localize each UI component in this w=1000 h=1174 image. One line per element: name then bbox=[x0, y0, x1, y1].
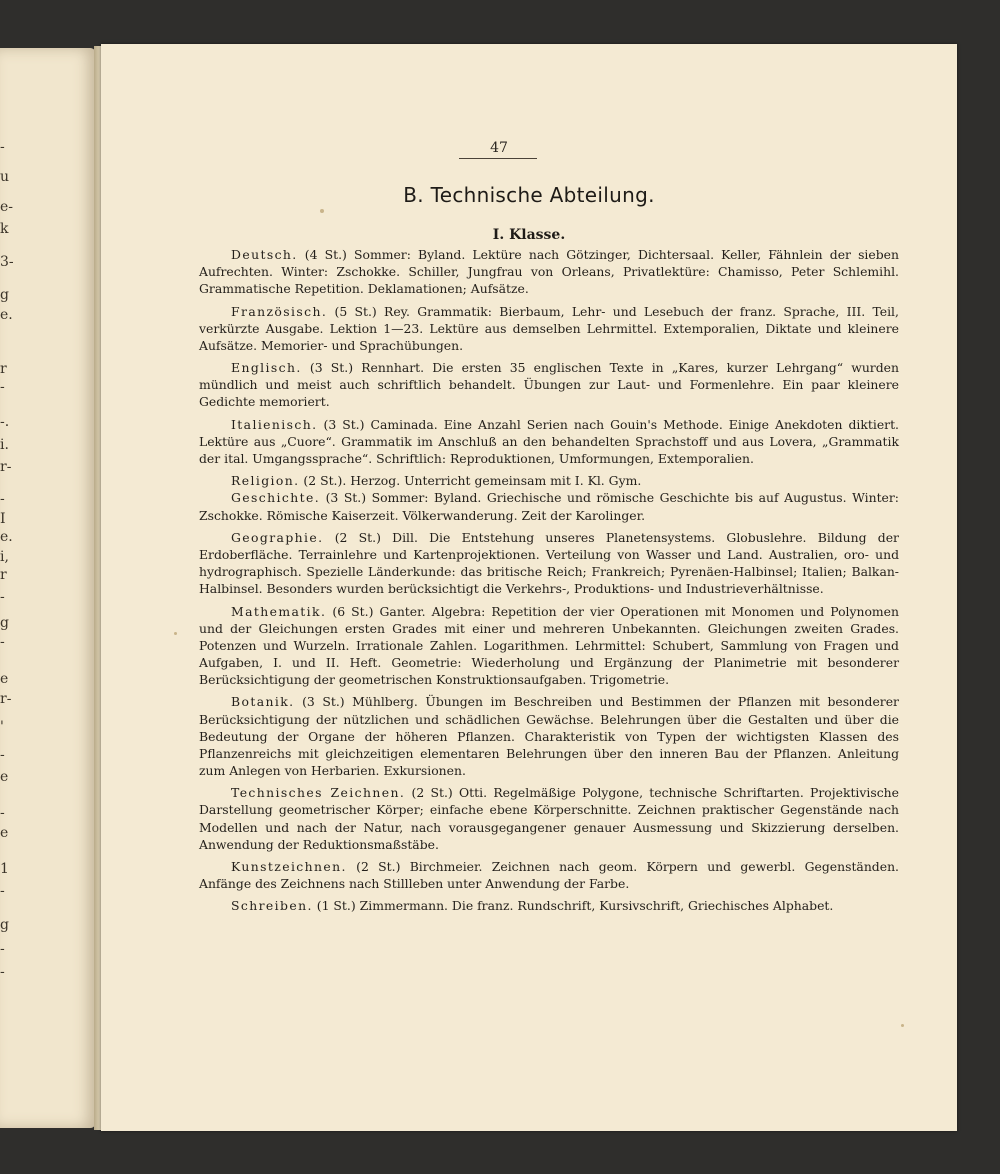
left-page-edge-fragment: - bbox=[0, 589, 5, 605]
subject-description: Dill. Die Entstehung unseres Planetensystems. Globuslehre. Bildung der Erdoberfläche. Terrainlehre und Kartenprojektionen. Verteilung von Wasser und Land. Australien, oro- und hydrographisch. Spezielle Länderkunde: das britische Reich; Frankreich; Pyrenäen-Halbinsel; Italien; Balkan-Halbinsel. Besonders wurden berücksichtigt die Verkehrs-, Produktions- und Industrieverhältnisse. bbox=[199, 529, 899, 597]
subject-paragraph bbox=[199, 359, 899, 410]
page-number-rule bbox=[459, 158, 537, 159]
left-page-edge-fragment: k bbox=[0, 221, 9, 237]
left-page-edge-fragment: r bbox=[0, 567, 7, 583]
subject-description: Zimmermann. Die franz. Rundschrift, Kursivschrift, Griechisches Alphabet. bbox=[359, 898, 834, 914]
subject-paragraph bbox=[199, 489, 899, 523]
subject-name: Französisch. bbox=[231, 303, 328, 319]
subject-description: Ganter. Algebra: Repetition der vier Operationen mit Monomen und Polynomen und der Gleichungen ersten Grades mit einer und mehreren Unbekannten. Gleichungen zweiten Grades. Potenzen und Wurzeln. Irrationale Zahlen. Logarithmen. Lehrmittel: Schubert, Sammlung von Fragen und Aufgaben, I. und II. Heft. Geometrie: Wiederholung und Ergänzung der Planimetrie mit besonderer Berücksichtigung der geometrischen Konstruktionsaufgaben. Trigometrie. bbox=[199, 603, 899, 688]
subject-hours: (5 St.) bbox=[334, 303, 377, 319]
subject-description: Otti. Regelmäßige Polygone, technische Schriftarten. Projektivische Darstellung geometrischer Körper; einfache ebene Körperschnitte. Zeichnen praktischer Gegenstände nach Modellen und nach der Natur, nach vorausgegangener genauer Ausmessung und Skizzierung derselben. Anwendung der Reduktionsmaßstäbe. bbox=[199, 785, 899, 852]
subject-paragraph bbox=[199, 303, 899, 354]
left-page-edge-fragment: r- bbox=[0, 691, 12, 707]
left-page-edge-fragment: e bbox=[0, 769, 9, 785]
left-page-edge-fragment: e- bbox=[0, 199, 14, 215]
subject-paragraph bbox=[199, 784, 899, 853]
left-page-edge-fragment: r- bbox=[0, 459, 12, 475]
subject-name: Technisches Zeichnen. bbox=[231, 785, 406, 801]
subject-hours: (2 St.) bbox=[356, 859, 401, 874]
section-title: B. Technische Abteilung. bbox=[403, 183, 655, 207]
left-page-edge-fragment: 3- bbox=[0, 254, 14, 270]
curriculum-body bbox=[199, 246, 899, 920]
subject-name: Italienisch. bbox=[231, 416, 318, 432]
left-page-edge-fragment: i, bbox=[0, 549, 9, 565]
left-page-fragment bbox=[0, 48, 96, 1128]
left-page-edge-fragment: g bbox=[0, 615, 9, 631]
subject-name: Botanik. bbox=[231, 694, 295, 710]
left-page-edge-fragment: ' bbox=[0, 719, 4, 735]
left-page-edge-fragment: - bbox=[0, 747, 5, 763]
subject-description: Mühlberg. Übungen im Beschreiben und Bestimmen der Pflanzen mit besonderer Berücksichtigung der nützlichen und schädlichen Gewächse. Belehrungen über die Gestalten und über die Bedeutung der Organe der höheren Pflanzen. Charakteristik von Typen der wichtigsten Klassen des Pflanzenreichs mit gleichzeitigen elementaren Belehrungen über den inneren Bau der Pflanzen. Anleitung zum Anlegen von Herbarien. Exkursionen. bbox=[199, 694, 899, 779]
left-page-edge-fragment: - bbox=[0, 491, 5, 507]
subject-paragraph bbox=[199, 416, 899, 467]
subject-hours: (3 St.) bbox=[323, 416, 365, 432]
paper-spot bbox=[320, 209, 324, 213]
subject-name: Geographie. bbox=[231, 529, 324, 545]
subject-hours: (4 St.) bbox=[304, 247, 347, 262]
subject-hours: (3 St.) bbox=[325, 490, 367, 506]
left-page-edge-fragment: r bbox=[0, 361, 7, 377]
subject-description: Rey. Grammatik: Bierbaum, Lehr- und Lesebuch der franz. Sprache, III. Teil, verkürzte Ausgabe. Lektion 1—23. Lektüre aus demselben Lehrmittel. Extemporalien, Diktate und kleinere Aufsätze. Memorier- und Sprachübungen. bbox=[199, 303, 899, 353]
left-page-edge-fragment: g bbox=[0, 287, 9, 303]
subject-hours: (2 St.). bbox=[303, 473, 347, 489]
subject-paragraph bbox=[199, 858, 899, 892]
page-number: 47 bbox=[490, 140, 508, 156]
subject-paragraph bbox=[199, 693, 899, 779]
subject-hours: (2 St.) bbox=[411, 785, 453, 801]
left-page-edge-fragment: -. bbox=[0, 414, 10, 430]
subject-paragraph bbox=[199, 529, 899, 598]
subject-description: Caminada. Eine Anzahl Serien nach Gouin's Methode. Einige Anekdoten diktiert. Lektüre aus „Cuore“. Grammatik im Anschluß an den behandelten Sprachstoff und aus Lovera, „Grammatik der ital. Umgangssprache“. Schriftlich: Reproduktionen, Umformungen, Extemporalien. bbox=[199, 416, 899, 466]
subject-name: Englisch. bbox=[231, 360, 302, 376]
subject-description: Birchmeier. Zeichnen nach geom. Körpern und gewerbl. Gegenständen. Anfänge des Zeichnens nach Stillleben unter Anwendung der Farbe. bbox=[199, 859, 899, 892]
subject-hours: (1 St.) bbox=[316, 898, 356, 914]
subject-description: Herzog. Unterricht gemeinsam mit I. Kl. Gym. bbox=[350, 473, 642, 489]
subject-paragraph bbox=[199, 472, 899, 489]
class-title: I. Klasse. bbox=[492, 227, 566, 243]
left-page-edge-fragment: e. bbox=[0, 529, 13, 545]
left-page-edge-fragment: - bbox=[0, 964, 5, 980]
subject-name: Mathematik. bbox=[231, 603, 327, 619]
subject-name: Geschichte. bbox=[231, 490, 321, 506]
left-page-edge-fragment: e. bbox=[0, 307, 13, 323]
subject-name: Schreiben. bbox=[231, 898, 313, 914]
paper-spot bbox=[901, 1024, 904, 1027]
left-page-edge-fragment: g bbox=[0, 917, 9, 933]
left-page-edge-fragment: e bbox=[0, 825, 9, 841]
subject-name: Kunstzeichnen. bbox=[231, 859, 347, 874]
left-page-edge-fragment: - bbox=[0, 941, 5, 957]
left-page-edge-fragment: i. bbox=[0, 437, 9, 453]
left-page-edge-fragment: - bbox=[0, 883, 5, 899]
subject-paragraph bbox=[199, 246, 899, 297]
left-page-edge-fragment: - bbox=[0, 634, 5, 650]
subject-name: Deutsch. bbox=[231, 247, 298, 262]
left-page-edge-fragment: - bbox=[0, 139, 5, 155]
subject-hours: (2 St.) bbox=[334, 529, 381, 545]
subject-description: Sommer: Byland. Lektüre nach Götzinger, Dichtersaal. Keller, Fähnlein der sieben Aufrechten. Winter: Zschokke. Schiller, Jungfrau von Orleans, Privatlektüre: Chamisso, Peter Schlemihl. Grammatische Repetition. Deklamationen; Aufsätze. bbox=[199, 247, 899, 297]
paper-spot bbox=[174, 632, 177, 635]
subject-hours: (6 St.) bbox=[332, 603, 374, 619]
subject-paragraph bbox=[199, 897, 899, 914]
left-page-edge-fragment: I bbox=[0, 511, 6, 527]
subject-hours: (3 St.) bbox=[302, 694, 345, 710]
subject-description: Sommer: Byland. Griechische und römische Geschichte bis auf Augustus. Winter: Zschokke. Römische Kaiserzeit. Völkerwanderung. Zeit der Karolinger. bbox=[199, 490, 899, 523]
subject-name: Religion. bbox=[231, 473, 300, 489]
subject-paragraph bbox=[199, 603, 899, 689]
left-page-edge-fragment: 1 bbox=[0, 861, 9, 877]
left-page-edge-fragment: - bbox=[0, 805, 5, 821]
subject-description: Rennhart. Die ersten 35 englischen Texte in „Kares, kurzer Lehrgang“ wurden mündlich und meist auch schriftlich behandelt. Übungen zur Laut- und Formenlehre. Ein paar kleinere Gedichte memoriert. bbox=[199, 360, 899, 410]
left-page-edge-fragment: u bbox=[0, 169, 10, 185]
left-page-edge-fragment: - bbox=[0, 379, 5, 395]
document-page bbox=[101, 44, 957, 1131]
left-page-edge-fragment: e bbox=[0, 671, 9, 687]
subject-hours: (3 St.) bbox=[309, 360, 354, 376]
